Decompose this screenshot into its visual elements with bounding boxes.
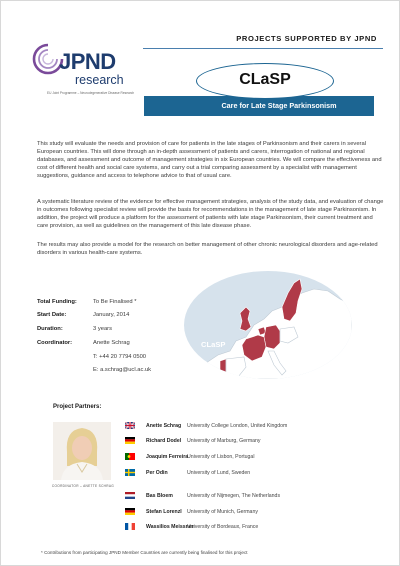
partner-institution: University of Marburg, Germany bbox=[187, 437, 261, 444]
project-acronym: CLaSP bbox=[239, 71, 291, 88]
map-country-portugal bbox=[220, 359, 226, 377]
map-country-germany bbox=[264, 325, 280, 349]
partner-institution: University of Lisbon, Portugal bbox=[187, 453, 255, 460]
partner-institution: University College London, United Kingdom bbox=[187, 422, 288, 429]
partner-name: Joaquim Ferreira bbox=[146, 453, 189, 460]
france-flag-icon bbox=[125, 523, 135, 530]
description-paragraph-3: The results may also provide a model for the research on better management of other chronic neurological disorders and age-related disorders in various health-care systems. bbox=[37, 242, 378, 256]
partner-institution: University of Lund, Sweden bbox=[187, 469, 251, 476]
germany-flag-icon bbox=[125, 437, 135, 444]
coordinator-photo bbox=[53, 422, 111, 480]
project-acronym-oval bbox=[196, 63, 334, 99]
coordinator-phone: T: +44 20 7794 0500 bbox=[93, 354, 147, 360]
funding-value: To Be Finalised * bbox=[93, 299, 137, 305]
partner-institution: University of Munich, Germany bbox=[187, 508, 258, 515]
funding-label: Total Funding: bbox=[37, 299, 77, 305]
duration-value: 3 years bbox=[93, 326, 113, 332]
partner-institution: University of Nijmegen, The Netherlands bbox=[187, 492, 281, 499]
logo-research-word: research bbox=[75, 73, 124, 87]
partner-name: Wassilios Meissner bbox=[146, 523, 194, 530]
funding-footnote: * Contributions from participating JPND Member Countries are currently being finalised for this project bbox=[41, 550, 248, 555]
start-date-value: January, 2014 bbox=[93, 312, 130, 318]
partner-name: Bas Bloem bbox=[146, 492, 173, 499]
partner-name: Stefan Lorenzl bbox=[146, 508, 182, 515]
coordinator-portrait-icon bbox=[53, 422, 111, 480]
jpnd-logo bbox=[25, 41, 145, 101]
coordinator-name: Anette Schrag bbox=[93, 340, 130, 346]
europe-map-svg bbox=[184, 271, 352, 379]
uk-flag-icon bbox=[125, 422, 135, 429]
europe-map bbox=[184, 271, 352, 379]
partners-title: Project Partners: bbox=[53, 404, 102, 410]
portugal-flag-icon bbox=[125, 453, 135, 460]
netherlands-flag-icon bbox=[125, 492, 135, 499]
sweden-flag-icon bbox=[125, 469, 135, 476]
photo-caption: COORDINATOR – ANETTE SCHRAG bbox=[51, 484, 115, 488]
partner-name: Anette Schrag bbox=[146, 422, 182, 429]
map-country-uk bbox=[240, 307, 251, 331]
projects-supported-label: PROJECTS SUPPORTED BY JPND bbox=[236, 34, 377, 43]
duration-label: Duration: bbox=[37, 326, 63, 332]
header-rule bbox=[143, 48, 383, 49]
project-full-title: Care for Late Stage Parkinsonism bbox=[221, 101, 337, 110]
description-paragraph-1: This study will evaluate the needs and provision of care for patients in the late stages of Parkinsonism and their carers in several European countries. This will done through an in-depth assessment of patients and carers, interrogation of national and regional databases, and assessment and outcome of management strategies in six European countries. We will compare the effectiveness and cost of different health and social care systems, and carry out a trial comparing assessment by a specialist with management suggestions, guidance and access to telephone advice to that of usual care. bbox=[37, 141, 382, 179]
partner-institution: University of Bordeaux, France bbox=[187, 523, 259, 530]
coordinator-email[interactable]: E: a.schrag@ucl.ac.uk bbox=[93, 367, 152, 373]
map-label: CLaSP bbox=[201, 340, 226, 349]
germany-flag-icon bbox=[125, 508, 135, 515]
partner-name: Richard Dodel bbox=[146, 437, 182, 444]
start-date-label: Start Date: bbox=[37, 312, 67, 318]
logo-wordmark: JPND bbox=[59, 49, 116, 74]
project-title-banner bbox=[144, 96, 374, 116]
coordinator-label: Coordinator: bbox=[37, 340, 73, 346]
description-paragraph-2: A systematic literature review of the evidence for effective management strategies, analysis of the study data, and evaluation of change in outcomes following specialist review will provide the basis for recommendations in the management of late stage Parkinsonism. In addition, the project will produce a platform for the assessment of patients with late stage Parkinsonism, their current treatment and care provision, as well as guidelines on the management of this late disease phase. bbox=[37, 199, 384, 229]
logo-tagline: EU Joint Programme – Neurodegenerative Disease Research bbox=[47, 91, 135, 95]
partner-name: Per Odin bbox=[146, 469, 168, 476]
